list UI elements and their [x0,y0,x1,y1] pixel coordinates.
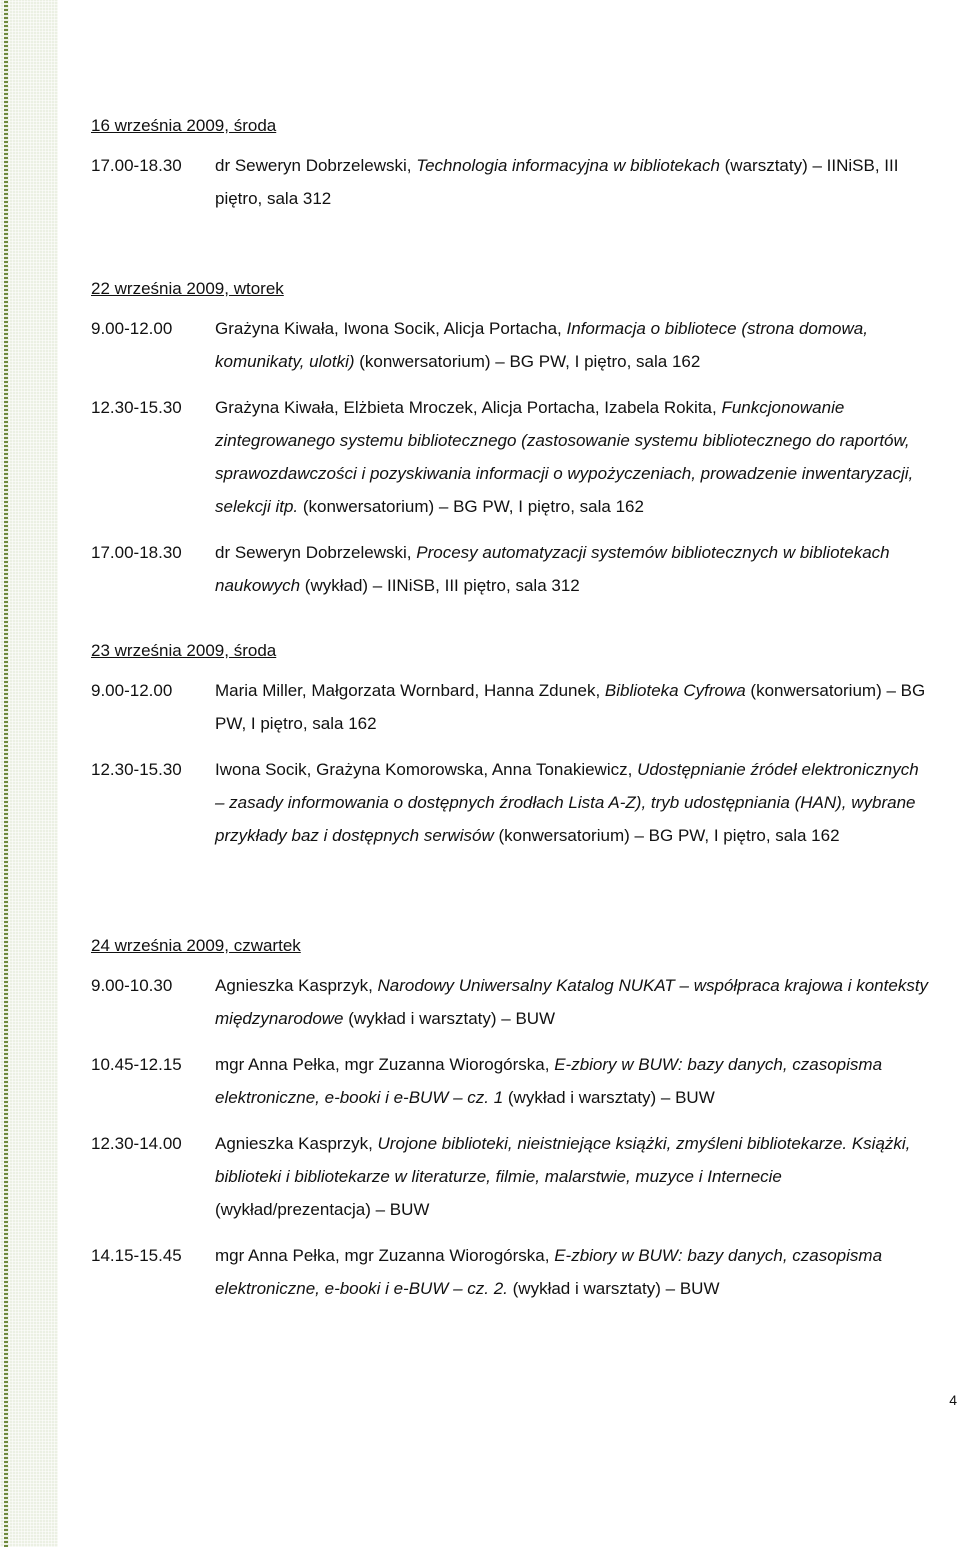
day-section [91,641,931,852]
entry-text: dr Seweryn Dobrzelewski, [215,543,417,562]
entry-title: Narodowy Uniwersalny Katalog NUKAT – współpraca krajowa i konteksty międzynarodowe [215,976,929,1028]
schedule-entry [91,674,931,740]
entry-description [215,536,931,602]
entry-text: (konwersatorium) – BG PW, I piętro, sala 162 [493,826,840,845]
entry-text: (wykład i warsztaty) – BUW [343,1009,556,1028]
day-title: 16 września 2009, środa [91,116,277,135]
entry-list [91,312,931,602]
entry-time: 17.00-18.30 [91,543,182,562]
entry-title: E-zbiory w BUW: bazy danych, czasopisma elektroniczne, e-booki i e-BUW – cz. 2. [215,1246,883,1298]
entry-text: Grażyna Kiwała, Elżbieta Mroczek, Alicja Portacha, Izabela Rokita, [215,398,722,417]
entry-description [215,149,931,215]
entry-time: 10.45-12.15 [91,1055,182,1074]
entry-text: Grażyna Kiwała, Iwona Socik, Alicja Portacha, [215,319,567,338]
entry-title: Informacja o bibliotece (strona domowa, komunikaty, ulotki) [215,319,868,371]
entry-time: 9.00-12.00 [91,319,173,338]
decorative-border [0,0,58,1547]
entry-time: 9.00-10.30 [91,976,173,995]
entry-description [215,1239,931,1305]
entry-text: (wykład/prezentacja) – BUW [215,1200,430,1219]
entry-description [215,312,931,378]
entry-time: 12.30-14.00 [91,1134,182,1153]
entry-text: (warsztaty) – IINiSB, III piętro, sala 312 [215,156,899,208]
entry-description [215,753,931,852]
schedule-entry [91,536,931,602]
entry-time: 12.30-15.30 [91,760,182,779]
entry-text: mgr Anna Pełka, mgr Zuzanna Wiorogórska, [215,1055,555,1074]
page-number: 4 [949,1392,957,1408]
entry-list [91,969,931,1305]
entry-text: (konwersatorium) – BG PW, I piętro, sala 162 [215,681,926,733]
entry-list [91,674,931,852]
day-section [91,279,931,602]
entry-text: Agnieszka Kasprzyk, [215,1134,378,1153]
entry-title: Urojone biblioteki, nieistniejące książki, zmyśleni bibliotekarze. Książki, biblioteki i bibliotekarze w literaturze, filmie, malarstwie, muzyce i Internecie [215,1134,911,1186]
entry-description [215,1048,931,1114]
entry-text: (konwersatorium) – BG PW, I piętro, sala 162 [298,497,644,516]
day-section [91,936,931,1305]
day-title: 24 września 2009, czwartek [91,936,301,955]
entry-text: (wykład i warsztaty) – BUW [503,1088,715,1107]
entry-title: Biblioteka Cyfrowa [604,681,746,700]
entry-time: 9.00-12.00 [91,681,173,700]
entry-time: 12.30-15.30 [91,398,182,417]
entry-title: Udostępnianie źródeł elektronicznych – zasady informowania o dostępnych źrodłach Lista A-Z), tryb udostępniania (HAN), wybrane przykłady baz i dostępnych serwisów [215,760,919,845]
schedule-entry [91,1127,931,1226]
schedule-entry [91,1048,931,1114]
schedule-entry [91,1239,931,1305]
entry-title: Technologia informacyjna w bibliotekach [416,156,720,175]
entry-title: E-zbiory w BUW: bazy danych, czasopisma elektroniczne, e-booki i e-BUW – cz. 1 [215,1055,883,1107]
entry-text: (wykład i warsztaty) – BUW [507,1279,720,1298]
day-section [91,116,931,215]
schedule-entry [91,391,931,523]
day-title: 23 września 2009, środa [91,641,277,660]
entry-time: 14.15-15.45 [91,1246,182,1265]
schedule-entry [91,149,931,215]
schedule-entry [91,312,931,378]
decorative-border-edge [4,0,8,1547]
entry-text: dr Seweryn Dobrzelewski, [215,156,417,175]
schedule-entry [91,753,931,852]
entry-description [215,1127,931,1226]
entry-text: (wykład) – IINiSB, III piętro, sala 312 [300,576,580,595]
entry-text: (konwersatorium) – BG PW, I piętro, sala 162 [354,352,701,371]
entry-description [215,969,931,1035]
entry-list [91,149,931,215]
entry-text: Maria Miller, Małgorzata Wornbard, Hanna Zdunek, [215,681,605,700]
entry-description [215,674,931,740]
entry-time: 17.00-18.30 [91,156,182,175]
entry-description [215,391,931,523]
entry-title: Procesy automatyzacji systemów bibliotecznych w bibliotekach naukowych [215,543,890,595]
entry-text: mgr Anna Pełka, mgr Zuzanna Wiorogórska, [215,1246,555,1265]
entry-text: Iwona Socik, Grażyna Komorowska, Anna Tonakiewicz, [215,760,638,779]
day-title: 22 września 2009, wtorek [91,279,284,298]
schedule-entry [91,969,931,1035]
entry-text: Agnieszka Kasprzyk, [215,976,378,995]
entry-title: Funkcjonowanie zintegrowanego systemu bibliotecznego (zastosowanie systemu bibliotecznego do raportów, sprawozdawczości i pozyskiwania informacji o wypożyczeniach, prowadzenie inwentaryzacji, selekcji itp. [215,398,914,516]
